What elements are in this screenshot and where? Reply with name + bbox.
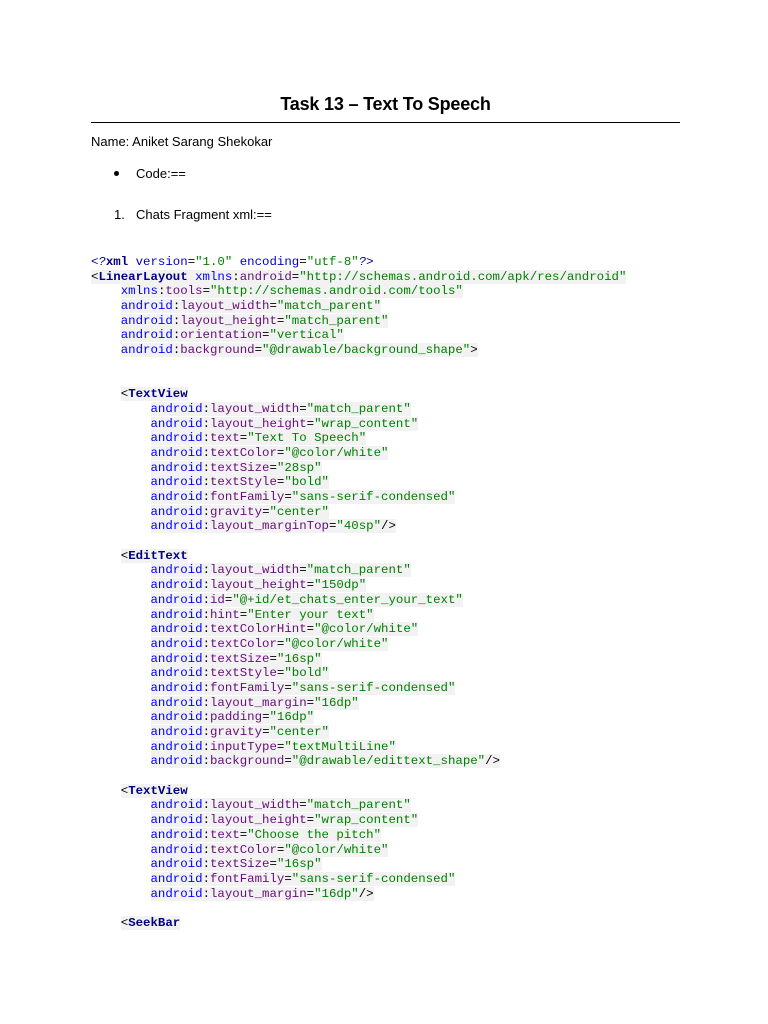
code-token: = [262,725,270,739]
code-token: : [202,490,210,504]
code-token: = [269,651,277,666]
code-token: : [202,622,210,637]
code-token: = [224,592,233,607]
code-token: version [135,255,188,269]
code-token: "match_parent" [284,313,389,328]
code-token: = [284,490,292,504]
code-token: = [306,813,315,828]
code-line [91,666,626,681]
code-token: "wrap_content" [314,813,419,828]
code-token: < [120,915,129,930]
code-token: "16dp" [269,710,315,725]
code-token: : [202,460,210,475]
code-token: = [187,255,196,269]
code-token: "wrap_content" [314,416,419,431]
code-token: "Choose the pitch" [247,827,382,842]
code-token: android [150,475,203,490]
code-token: = [276,445,285,460]
code-line [91,769,626,784]
code-line [91,475,626,490]
code-token: layout_height [180,313,277,328]
code-token: = [202,284,210,299]
code-token: : [202,519,210,534]
code-token: "150dp" [314,578,367,593]
code-token: android [150,519,203,534]
code-token: = [262,710,270,725]
code-token: < [120,548,129,563]
code-token: "16dp" [314,886,359,901]
code-token: : [202,842,210,857]
code-line [91,578,626,593]
code-token: : [172,328,181,343]
code-line [91,519,626,534]
code-token: = [239,431,248,446]
code-token: ?> [358,255,374,269]
code-line [91,255,626,270]
code-token: = [276,739,285,754]
code-line [91,887,626,902]
code-token: = [284,871,292,886]
code-token: "bold" [284,666,329,681]
code-line [91,534,626,549]
author-name: Name: Aniket Sarang Shekokar [91,134,273,149]
code-token: android [150,607,203,622]
code-token: : [202,578,210,593]
code-token: : [202,636,210,651]
code-line [91,843,626,858]
page-title: Task 13 – Text To Speech [280,94,491,114]
code-token: < [91,269,99,284]
code-token: xml [105,255,129,269]
code-token: "16dp" [314,695,359,710]
code-token: : [202,827,210,842]
code-token: android [150,798,203,813]
code-token: : [202,445,210,460]
code-token: = [239,827,248,842]
code-line [91,696,626,711]
code-token: "@drawable/background_shape" [262,343,471,358]
code-line [91,343,626,358]
code-token: : [202,666,210,681]
code-token: android [150,651,203,666]
code-token: "40sp" [336,519,382,534]
code-token: "sans-serif-condensed" [291,680,456,695]
code-line [91,637,626,652]
code-line [91,681,626,696]
code-token: "utf-8" [306,255,359,269]
code-line [91,740,626,755]
code-line [91,270,626,285]
code-token: "1.0" [195,255,233,269]
code-line [91,710,626,725]
code-token: : [202,695,210,710]
code-token: LinearLayout [98,269,188,284]
code-token: = [299,798,307,813]
code-line [91,299,626,314]
code-token: android [150,622,203,637]
code-token: SeekBar [128,915,181,930]
code-token: = [269,460,277,475]
code-token: : [202,475,210,490]
code-token: : [202,431,210,446]
code-token [232,255,239,269]
code-token: android [150,886,203,901]
code-token: android [150,460,203,475]
code-line [91,549,626,564]
code-token: : [202,857,210,872]
code-token: "match_parent" [306,563,411,578]
code-token: android [150,695,203,710]
code-token: = [254,343,263,358]
code-token: xmlns [120,284,158,299]
code-token: : [202,504,210,519]
code-token: /> [381,519,396,534]
code-token: android [150,592,203,607]
code-token: "28sp" [276,460,322,475]
code-token: "http://schemas.android.com/apk/res/android" [299,269,627,284]
code-token: "textMultiLine" [284,739,396,754]
code-token: < [120,783,129,798]
code-line [91,563,626,578]
code-token: <? [91,255,106,269]
code-token: "@color/white" [314,622,419,637]
code-token: "match_parent" [306,798,411,813]
code-token: "match_parent" [306,401,411,416]
code-token: android [150,710,203,725]
code-token: android [150,416,203,431]
code-token: "sans-serif-condensed" [291,490,456,504]
code-token: android [239,269,292,284]
code-token: TextView [128,783,188,798]
code-token: = [306,416,315,431]
code-token: = [269,857,277,872]
code-token: = [276,636,285,651]
code-token: : [202,813,210,828]
code-token: /> [485,754,500,769]
numbered-item-chats-fragment: Chats Fragment xml:== [136,207,272,222]
code-token: text [210,431,240,446]
code-line [91,461,626,476]
code-line [91,872,626,887]
code-token: = [299,255,307,269]
code-token: = [306,695,315,710]
code-token: android [150,490,203,504]
code-line [91,784,626,799]
code-token: android [150,680,203,695]
code-line [91,358,626,373]
code-line [91,402,626,417]
code-token: : [172,299,181,314]
code-token: layout_width [210,563,300,578]
code-token: android [120,328,173,343]
code-line [91,387,626,402]
code-token: "Enter your text" [247,607,374,622]
code-token: android [150,563,203,578]
code-token: fontFamily [210,680,285,695]
code-token: : [202,680,210,695]
code-token: : [202,651,210,666]
code-line [91,652,626,667]
code-token: android [150,739,203,754]
code-token: = [276,313,285,328]
code-token: android [120,343,173,358]
code-token: = [306,886,315,901]
code-token: textColor [210,842,277,857]
code-token: android [150,754,203,769]
code-token: android [150,578,203,593]
code-token: android [150,445,203,460]
code-token: textSize [210,857,270,872]
code-token: : [202,607,210,622]
code-token: = [276,666,285,681]
code-token: layout_margin [210,695,307,710]
code-token: textStyle [210,666,277,681]
code-token: = [299,563,307,578]
code-token: : [202,798,210,813]
code-token: android [150,857,203,872]
code-token: : [202,725,210,739]
code-token: = [284,754,292,769]
code-line [91,608,626,623]
code-token: "bold" [284,475,329,490]
code-line [91,798,626,813]
code-token: android [150,431,203,446]
code-token: "@+id/et_chats_enter_your_text" [232,592,463,607]
code-token: TextView [128,387,188,402]
code-token: padding [210,710,263,725]
code-token: = [239,607,248,622]
code-token: = [262,504,270,519]
code-token: "center" [269,504,329,519]
code-token: android [120,299,173,314]
code-token: xmlns [195,269,233,284]
code-token: android [150,842,203,857]
code-token: : [172,343,181,358]
code-line [91,622,626,637]
code-line [91,446,626,461]
code-token: "match_parent" [276,299,382,314]
code-line [91,490,626,505]
code-token: background [210,754,285,769]
code-token: "vertical" [269,328,344,343]
code-token: > [470,343,478,358]
code-line [91,505,626,520]
code-token: encoding [239,255,300,269]
code-token: layout_width [210,401,300,416]
code-token: : [202,886,210,901]
code-token: android [150,725,203,739]
code-token: = [328,519,337,534]
code-token: textSize [210,651,270,666]
code-line [91,813,626,828]
code-token: tools [165,284,203,299]
code-token: = [276,475,285,490]
code-token: textColor [210,445,277,460]
code-line [91,373,626,388]
code-token: textSize [210,460,270,475]
code-line [91,314,626,329]
code-token: : [157,284,166,299]
code-token: : [202,710,210,725]
code-token: layout_height [210,578,307,593]
code-line [91,725,626,740]
code-token: id [210,592,225,607]
code-token: layout_height [210,813,307,828]
code-token: layout_width [210,798,300,813]
code-token: android [150,636,203,651]
code-token [128,255,135,269]
list-number: 1. [114,207,125,222]
code-line [91,754,626,769]
code-token: "@drawable/edittext_shape" [291,754,486,769]
code-token: android [150,666,203,681]
code-token: android [120,313,173,328]
code-token: "16sp" [276,651,322,666]
code-line [91,901,626,916]
code-token: fontFamily [210,490,285,504]
code-token: layout_margin [210,886,307,901]
code-token [188,270,195,284]
code-token: "@color/white" [284,636,389,651]
code-token: layout_width [180,299,270,314]
bullet-icon [114,171,119,176]
code-token: = [306,622,315,637]
code-token: "16sp" [276,857,322,872]
code-line [91,284,626,299]
code-token: "center" [269,725,329,739]
title-underline [91,122,680,123]
code-line [91,328,626,343]
code-token: : [202,739,210,754]
code-token: : [232,269,240,284]
code-token: android [150,871,203,886]
code-token: android [150,813,203,828]
code-token: : [202,416,210,431]
code-token: layout_height [210,416,307,431]
code-token: "http://schemas.android.com/tools" [210,284,463,299]
code-token: android [150,827,203,842]
code-token: inputType [210,739,277,754]
code-token: EditText [128,548,188,563]
code-token: layout_marginTop [210,519,329,534]
code-token: : [202,754,210,769]
bullet-item-code: Code:== [136,166,186,181]
code-line [91,417,626,432]
code-token: < [120,387,129,402]
code-token: = [306,578,315,593]
code-token: textColor [210,636,277,651]
code-token: textColorHint [210,622,307,637]
code-token: = [291,269,300,284]
code-line [91,857,626,872]
code-token: = [269,299,277,314]
code-token: android [150,401,203,416]
code-token: gravity [210,725,263,739]
code-token: background [180,343,255,358]
code-line [91,916,626,931]
code-line [91,593,626,608]
code-line [91,431,626,446]
code-token: "sans-serif-condensed" [291,871,456,886]
code-token: "@color/white" [284,445,389,460]
code-token: = [276,842,285,857]
code-token: hint [210,607,240,622]
code-line [91,828,626,843]
code-token: textStyle [210,475,277,490]
code-token: "Text To Speech" [247,431,367,446]
code-token: fontFamily [210,871,285,886]
code-token: : [202,592,210,607]
code-token: gravity [210,504,263,519]
code-token: : [202,871,210,886]
code-token: : [172,313,181,328]
code-token: android [150,504,203,519]
code-token: = [299,401,307,416]
code-token: = [262,328,270,343]
code-token: = [284,680,292,695]
code-token: orientation [180,328,263,343]
xml-code-block [91,255,626,931]
code-token: : [202,563,210,578]
code-token: "@color/white" [284,842,389,857]
code-token: : [202,401,210,416]
code-token: text [210,827,240,842]
code-token: /> [358,886,374,901]
